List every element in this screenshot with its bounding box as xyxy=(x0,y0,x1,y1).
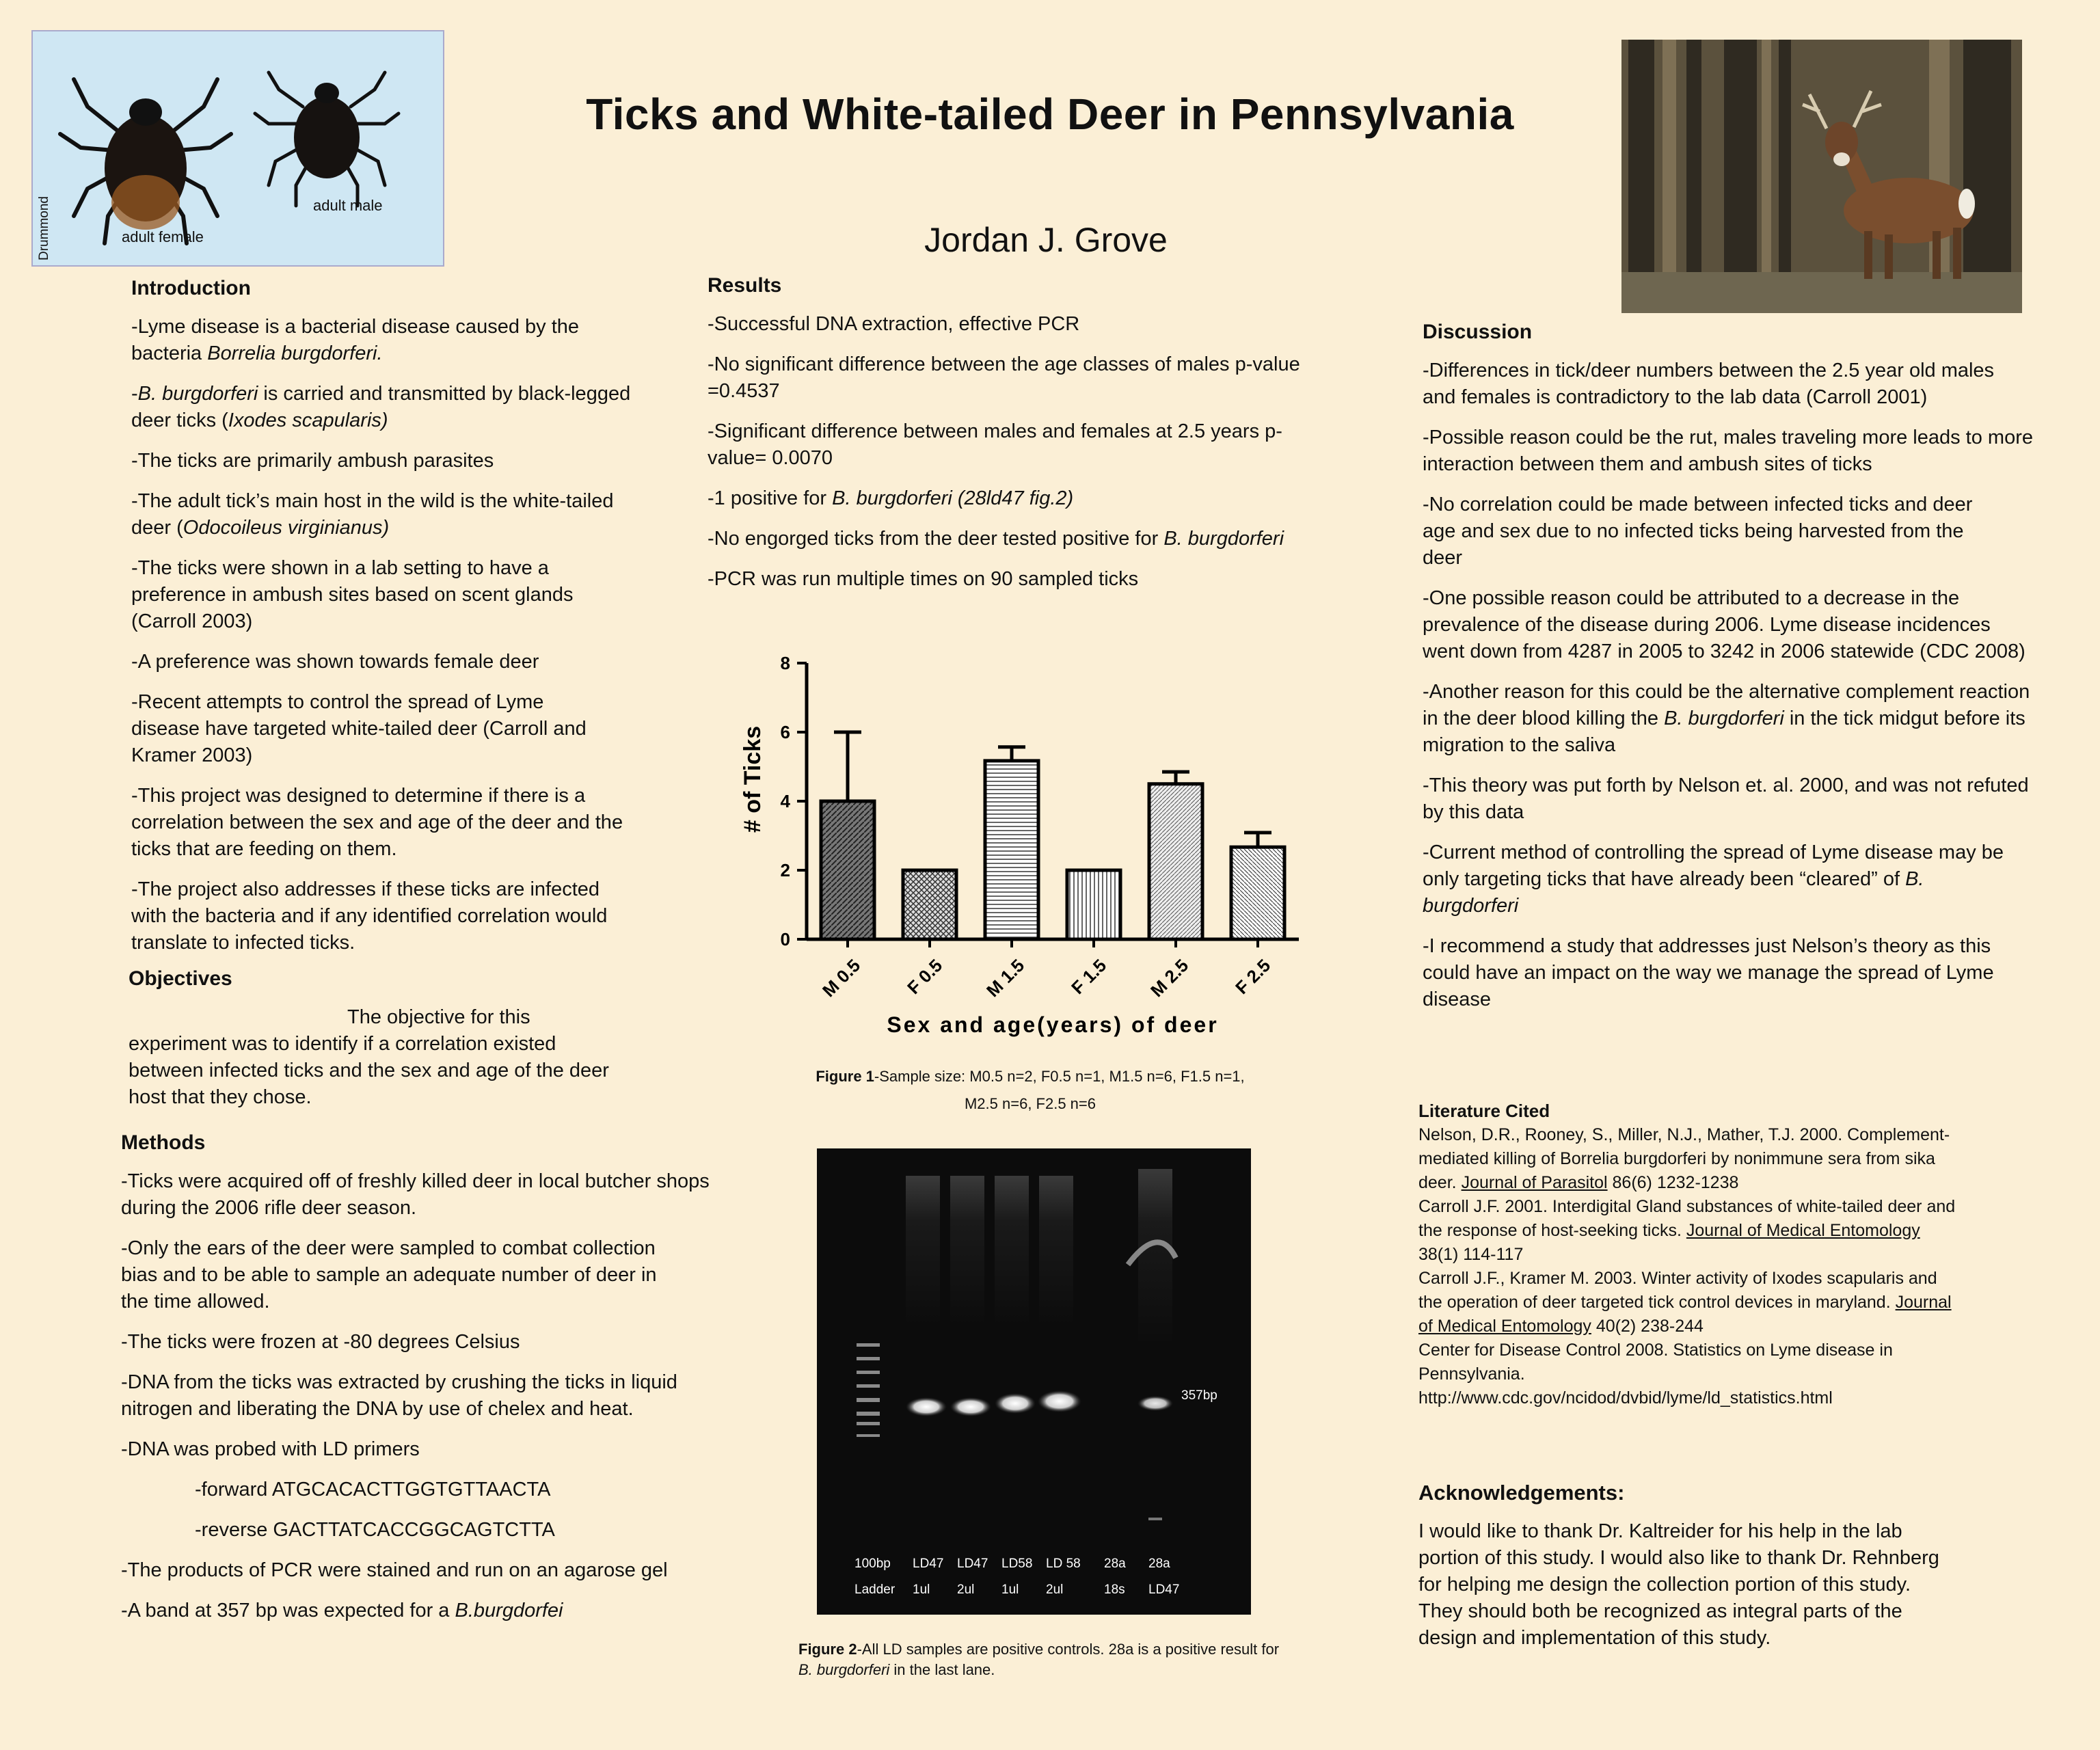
label-adult-male: adult male xyxy=(313,197,383,214)
discussion-paragraph-5: -Another reason for this could be the alternative complement reaction in the deer blood killing the B. burgdorferi in the tick midgut before its migration to the saliva xyxy=(1423,681,2030,756)
chart-y-tick-label: 4 xyxy=(780,791,790,811)
gel-lane-label: LD47 xyxy=(957,1557,988,1571)
results-paragraph-4: -1 positive for B. burgdorferi (28ld47 fig.2) xyxy=(708,487,1074,509)
reference-cdc: Center for Disease Control 2008. Statistics on Lyme disease in Pennsylvania. xyxy=(1418,1341,1893,1384)
gel-lane-label: LD 58 xyxy=(1046,1557,1081,1571)
gel-bands xyxy=(817,1148,1251,1615)
discussion-heading: Discussion xyxy=(1423,321,1533,343)
gel-lane-label: 18s xyxy=(1104,1583,1125,1597)
gel-lane-label: 28a xyxy=(1148,1557,1170,1571)
figure2-label: Figure 2 xyxy=(798,1641,857,1658)
gel-lane-label: LD47 xyxy=(1148,1583,1180,1597)
methods-heading: Methods xyxy=(121,1131,206,1154)
figure1-line2: M2.5 n=6, F2.5 n=6 xyxy=(964,1095,1096,1112)
intro-paragraph-3: -The ticks are primarily ambush parasites xyxy=(131,450,494,472)
methods-paragraph-8: -The products of PCR were stained and run on an agarose gel xyxy=(121,1559,668,1581)
journal-link: Journal of Medical Entomology xyxy=(1686,1221,1920,1240)
photo-credit: Drummond xyxy=(37,196,51,260)
intro-paragraph-5: -The ticks were shown in a lab setting to have a preference in ambush sites based on scent glands (Carroll 2003) xyxy=(131,557,574,632)
intro-paragraph-2: -B. burgdorferi is carried and transmitted by black-legged deer ticks (Ixodes scapularis) xyxy=(131,383,631,431)
chart-bar xyxy=(1149,784,1202,939)
methods-paragraph-2: -Only the ears of the deer were sampled to combat collection bias and to be able to sample an adequate number of deer in the time allowed. xyxy=(121,1237,657,1312)
discussion-paragraph-3: -No correlation could be made between infected ticks and deer age and sex due to no infected ticks being harvested from the deer xyxy=(1423,494,1973,569)
journal-link: Journal of Parasitol xyxy=(1461,1173,1608,1192)
objectives-text: The objective for this experiment was to identify if a correlation existed between infected ticks and the sex and age of the deer host that they chose. xyxy=(129,1006,609,1108)
chart-bar xyxy=(903,870,956,939)
results-section xyxy=(708,272,1323,606)
intro-paragraph-9: -The project also addresses if these ticks are infected with the bacteria and if any identified correlation would translate to infected ticks. xyxy=(131,878,608,954)
gel-electrophoresis-image xyxy=(817,1148,1251,1615)
intro-paragraph-7: -Recent attempts to control the spread of Lyme disease have targeted white-tailed deer (Carroll and Kramer 2003) xyxy=(131,691,587,766)
tick-count-bar-chart xyxy=(711,636,1326,1046)
gel-lane-label: LD58 xyxy=(1001,1557,1033,1571)
chart-x-tick-label: F 2.5 xyxy=(1231,955,1275,999)
methods-paragraph-9: -A band at 357 bp was expected for a B.burgdorfei xyxy=(121,1600,563,1621)
reference-carroll-kramer: Carroll J.F., Kramer M. 2003. Winter activity of Ixodes scapularis and the operation of deer targeted tick control devices in maryland. Journal of Medical Entomology 40(2) 238-244 xyxy=(1418,1269,1952,1336)
gel-lane-label: 2ul xyxy=(1046,1583,1064,1597)
discussion-paragraph-1: -Differences in tick/deer numbers between the 2.5 year old males and females is contradictory to the lab data (Carroll 2001) xyxy=(1423,360,1995,408)
results-paragraph-6: -PCR was run multiple times on 90 sampled ticks xyxy=(708,568,1139,590)
poster-title: Ticks and White-tailed Deer in Pennsylvania xyxy=(586,90,1514,139)
chart-bar xyxy=(1067,870,1120,939)
gel-lane-label: LD47 xyxy=(913,1557,944,1571)
methods-primer-reverse: -reverse GACTTATCACCGGCAGTCTTA xyxy=(195,1519,555,1541)
methods-paragraph-4: -DNA from the ticks was extracted by crushing the ticks in liquid nitrogen and liberating the DNA by use of chelex and heat. xyxy=(121,1371,677,1420)
reference-nelson: Nelson, D.R., Rooney, S., Miller, N.J., Mather, T.J. 2000. Complement-mediated killing of Borrelia burgdorferi by nonimmune sera from sika deer. Journal of Parasitol 86(6) 1232-1238 xyxy=(1418,1125,1950,1192)
deer-photo xyxy=(1621,40,2022,313)
results-heading: Results xyxy=(708,274,782,297)
discussion-paragraph-4: -One possible reason could be attributed to a decrease in the prevalence of the disease during 2006. Lyme disease incidences went down from 4287 in 2005 to 3242 in 2006 statewide (CDC 2008) xyxy=(1423,587,2025,662)
objectives-heading: Objectives xyxy=(129,967,232,990)
results-paragraph-5: -No engorged ticks from the deer tested positive for B. burgdorferi xyxy=(708,528,1284,550)
methods-paragraph-3: -The ticks were frozen at -80 degrees Celsius xyxy=(121,1331,520,1353)
discussion-paragraph-6: -This theory was put forth by Nelson et. al. 2000, and was not refuted by this data xyxy=(1423,775,2029,823)
literature-cited-section xyxy=(1418,1099,1958,1410)
figure1-caption xyxy=(770,1066,1290,1114)
gel-band-label: 357bp xyxy=(1181,1388,1217,1403)
acknowledgements-section xyxy=(1418,1479,1965,1652)
methods-paragraph-1: -Ticks were acquired off of freshly killed deer in local butcher shops during the 2006 rifle deer season. xyxy=(121,1170,710,1219)
figure1-line1: -Sample size: M0.5 n=2, F0.5 n=1, M1.5 n=6, F1.5 n=1, xyxy=(874,1068,1245,1085)
label-adult-female: adult female xyxy=(122,228,204,245)
chart-x-tick-label: M 1.5 xyxy=(982,955,1029,1001)
discussion-section xyxy=(1423,319,2038,1027)
figure1-label: Figure 1 xyxy=(816,1068,874,1085)
tick-photo xyxy=(31,30,444,267)
discussion-paragraph-2: -Possible reason could be the rut, males traveling more leads to more interaction between them and ambush sites of ticks xyxy=(1423,427,2033,475)
gel-lane-label: Ladder xyxy=(854,1583,896,1597)
methods-section xyxy=(121,1129,716,1638)
methods-primer-forward: -forward ATGCACACTTGGTGTTAACTA xyxy=(195,1479,551,1500)
results-paragraph-2: -No significant difference between the age classes of males p-value =0.4537 xyxy=(708,353,1300,402)
gel-lane-labels-top xyxy=(817,1557,1251,1573)
chart-x-tick-label: F 1.5 xyxy=(1067,955,1111,999)
chart-x-tick-label: M 0.5 xyxy=(818,955,865,1001)
chart-x-tick-label: F 0.5 xyxy=(903,955,947,999)
chart-xlabel: Sex and age(years) of deer xyxy=(887,1012,1219,1037)
gel-lane-label: 28a xyxy=(1104,1557,1126,1571)
introduction-heading: Introduction xyxy=(131,277,251,299)
chart-bar xyxy=(985,761,1038,939)
intro-paragraph-1: -Lyme disease is a bacterial disease caused by the bacteria Borrelia burgdorferi. xyxy=(131,316,580,364)
results-paragraph-3: -Significant difference between males and females at 2.5 years p-value= 0.0070 xyxy=(708,420,1282,469)
chart-ylabel: # of Ticks xyxy=(740,725,766,833)
chart-bar xyxy=(821,801,874,939)
results-paragraph-1: -Successful DNA extraction, effective PCR xyxy=(708,313,1080,335)
gel-lane-label: 1ul xyxy=(1001,1583,1019,1597)
tick-illustration xyxy=(33,31,443,265)
chart-bar xyxy=(1231,847,1284,939)
acknowledgements-text: I would like to thank Dr. Kaltreider for his help in the lab portion of this study. I would also like to thank Dr. Rehnberg for helping me design the collection portion of this study. They should both be recognized as integral parts of the design and implementation of this study. xyxy=(1418,1520,1939,1649)
chart-y-tick-label: 6 xyxy=(780,722,790,742)
gel-lane-label: 1ul xyxy=(913,1583,930,1597)
acknowledgements-heading: Acknowledgements: xyxy=(1418,1481,1625,1505)
intro-paragraph-6: -A preference was shown towards female deer xyxy=(131,651,539,673)
reference-cdc-url: http://www.cdc.gov/ncidod/dvbid/lyme/ld_statistics.html xyxy=(1418,1388,1833,1408)
chart-y-tick-label: 0 xyxy=(780,929,790,950)
chart-y-tick-label: 8 xyxy=(780,653,790,673)
author-name: Jordan J. Grove xyxy=(924,221,1168,259)
reference-carroll-2001: Carroll J.F. 2001. Interdigital Gland substances of white-tailed deer and the response of host-seeking ticks. Journal of Medical Entomology 38(1) 114-117 xyxy=(1418,1197,1956,1264)
journal-link: Journal of Medical Entomology xyxy=(1418,1293,1952,1336)
deer-illustration xyxy=(1621,40,2022,313)
literature-heading: Literature Cited xyxy=(1418,1101,1550,1121)
chart-y-tick-label: 2 xyxy=(780,860,790,880)
intro-paragraph-4: -The adult tick’s main host in the wild is the white-tailed deer (Odocoileus virginianus) xyxy=(131,490,614,539)
discussion-paragraph-7: -Current method of controlling the spread of Lyme disease may be only targeting ticks that have already been “cleared” of B. burgdorferi xyxy=(1423,842,2004,917)
gel-lane-label: 100bp xyxy=(854,1557,891,1571)
gel-lane-label: 2ul xyxy=(957,1583,975,1597)
introduction-section xyxy=(131,275,637,970)
figure2-caption: Figure 2-All LD samples are positive controls. 28a is a positive result for B. burgdorferi in the last lane. xyxy=(798,1641,1280,1678)
methods-paragraph-5: -DNA was probed with LD primers xyxy=(121,1438,420,1460)
gel-lane-labels-bottom xyxy=(817,1583,1251,1599)
discussion-paragraph-8: -I recommend a study that addresses just Nelson’s theory as this could have an impact on the way we manage the spread of Lyme disease xyxy=(1423,935,1994,1010)
intro-paragraph-8: -This project was designed to determine if there is a correlation between the sex and age of the deer and the ticks that are feeding on them. xyxy=(131,785,623,860)
chart-x-tick-label: M 2.5 xyxy=(1146,955,1193,1001)
objectives-section xyxy=(129,965,621,1111)
